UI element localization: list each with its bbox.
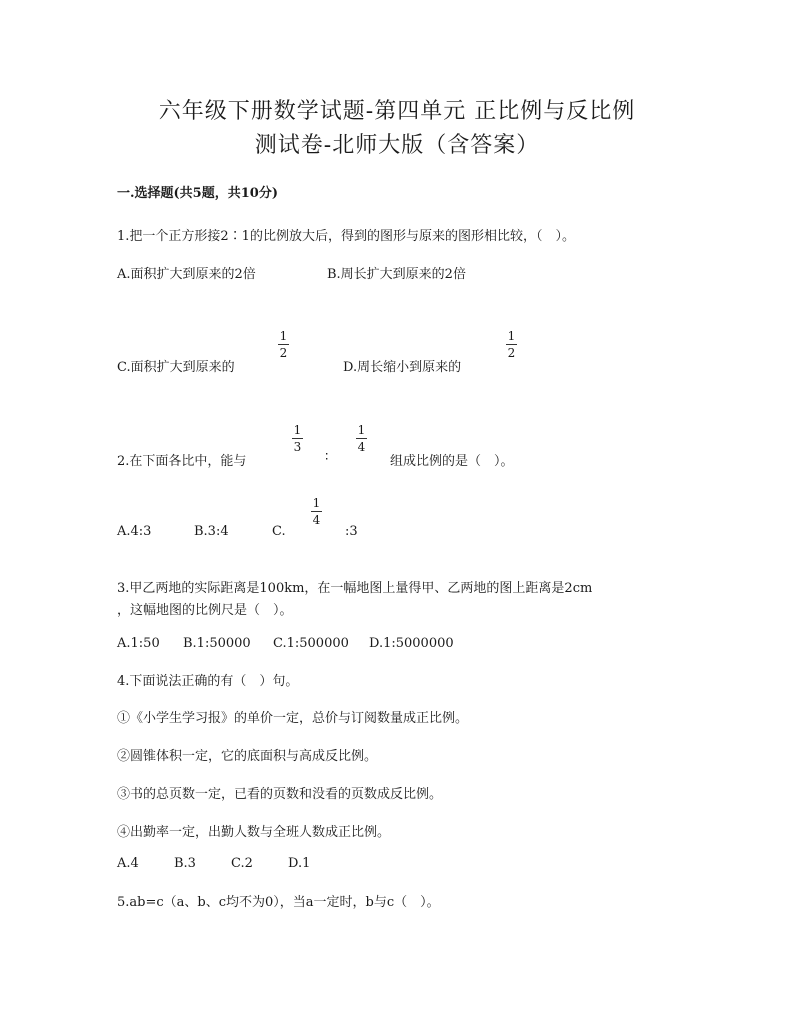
section-heading: 一.选择题(共5题，共10分) — [117, 186, 278, 201]
question-4-option-d: D.1 — [288, 856, 311, 871]
question-4-option-b: B.3 — [174, 856, 196, 871]
question-2-option-b: B.3:4 — [194, 524, 229, 539]
fraction-numerator: 1 — [312, 496, 321, 510]
fraction-denominator: 2 — [279, 346, 288, 360]
question-4-option-c: C.2 — [231, 856, 253, 871]
question-1-stem: 1.把一个正方形接2∶1的比例放大后，得到的图形与原来的图形相比较，（ ）。 — [117, 229, 575, 244]
question-2-option-a: A.4:3 — [117, 524, 152, 539]
question-1-option-d-fraction — [506, 329, 517, 360]
question-2-stem-pre: 2.在下面各比中，能与 — [117, 454, 247, 469]
fraction-denominator: 3 — [293, 440, 302, 454]
question-3-stem-line2: ，这幅地图的比例尺是（ ）。 — [117, 603, 293, 618]
question-1-option-a: A.面积扩大到原来的2倍 — [117, 267, 256, 282]
fraction-denominator: 4 — [357, 440, 366, 454]
fraction-bar — [278, 344, 289, 345]
fraction-numerator: 1 — [293, 423, 302, 437]
fraction-numerator: 1 — [279, 329, 288, 343]
fraction-bar — [356, 438, 367, 439]
question-4-stem: 4.下面说法正确的有（ ）句。 — [117, 674, 299, 689]
question-1-option-b: B.周长扩大到原来的2倍 — [327, 267, 466, 282]
question-4-statement-2: ②圆锥体积一定，它的底面积与高成反比例。 — [117, 749, 378, 764]
question-2-fraction-2 — [356, 423, 367, 454]
question-5-stem: 5.ab=c（a、b、c均不为0），当a一定时，b与c（ ）。 — [117, 895, 440, 910]
question-3-option-d: D.1:5000000 — [369, 636, 454, 651]
question-2-option-c: C. — [272, 524, 286, 539]
fraction-numerator: 1 — [507, 329, 516, 343]
fraction-numerator: 1 — [357, 423, 366, 437]
page-title-line1: 六年级下册数学试题-第四单元 正比例与反比例 — [158, 99, 636, 124]
question-1-option-d: D.周长缩小到原来的 — [343, 360, 462, 375]
fraction-denominator: 2 — [507, 346, 516, 360]
question-1-option-c: C.面积扩大到原来的 — [117, 360, 235, 375]
question-3-option-c: C.1:500000 — [273, 636, 349, 651]
question-2-colon: ∶ — [325, 450, 329, 465]
question-2-stem-post: 组成比例的是（ ）。 — [390, 454, 514, 469]
fraction-bar — [292, 438, 303, 439]
question-2-option-c-fraction — [311, 496, 322, 527]
question-4-option-a: A.4 — [117, 856, 139, 871]
question-2-fraction-1 — [292, 423, 303, 454]
question-4-statement-3: ③书的总页数一定，已看的页数和没看的页数成反比例。 — [117, 787, 443, 802]
question-4-statement-1: ①《小学生学习报》的单价一定，总价与订阅数量成正比例。 — [117, 711, 469, 726]
question-2-option-c-post: :3 — [345, 524, 358, 539]
question-3-stem-line1: 3.甲乙两地的实际距离是100km，在一幅地图上量得甲、乙两地的图上距离是2cm — [117, 581, 593, 596]
fraction-bar — [311, 511, 322, 512]
question-4-statement-4: ④出勤率一定，出勤人数与全班人数成正比例。 — [117, 825, 391, 840]
question-3-option-b: B.1:50000 — [183, 636, 251, 651]
page-title-line2: 测试卷-北师大版（含答案） — [254, 133, 540, 158]
question-3-option-a: A.1:50 — [117, 636, 160, 651]
fraction-denominator: 4 — [312, 513, 321, 527]
fraction-bar — [506, 344, 517, 345]
question-1-option-c-fraction — [278, 329, 289, 360]
